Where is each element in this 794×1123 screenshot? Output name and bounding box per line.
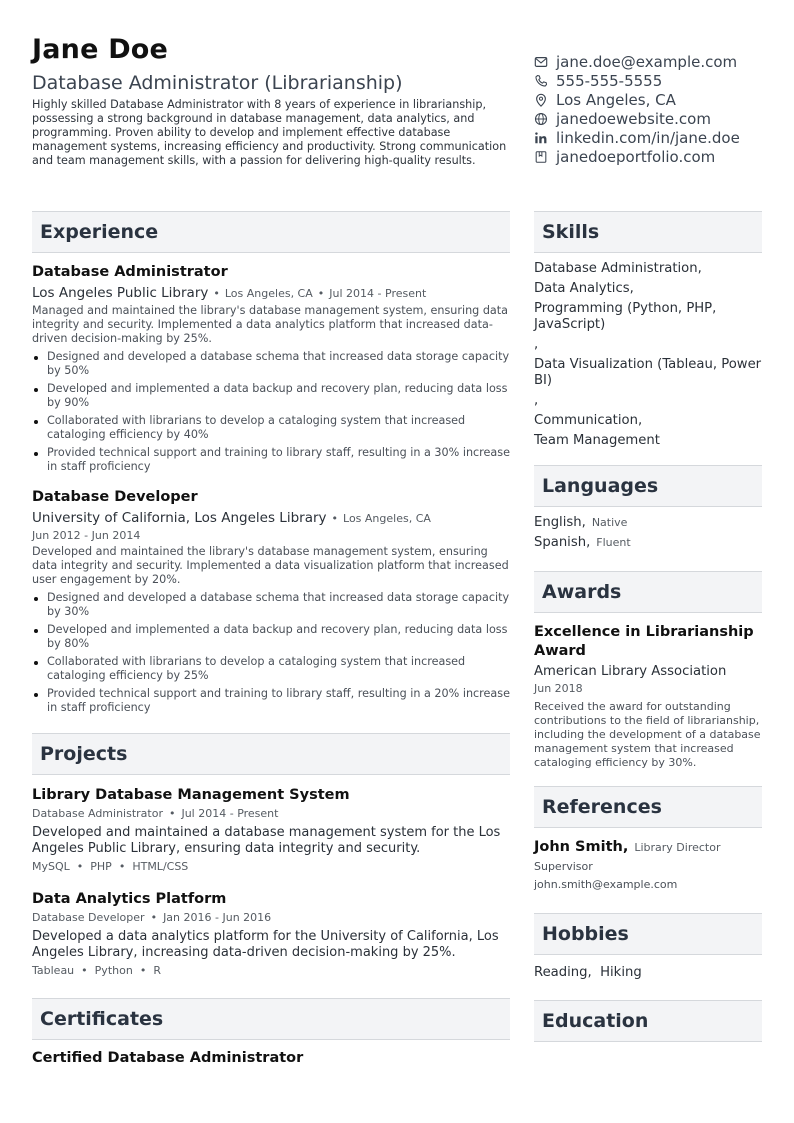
project-dates: Jul 2014 - Present (181, 807, 279, 820)
separator-dot: • (118, 860, 126, 873)
languages-list (534, 515, 762, 551)
job-meta (32, 510, 510, 527)
job-bullet: Provided technical support and training to library staff, resulting in a 30% increase in staff proficiency (32, 446, 510, 474)
hobbies-list: Reading, Hiking (534, 965, 642, 980)
job-dates: Jul 2014 - Present (329, 287, 427, 300)
awards-heading: Awards (534, 571, 762, 613)
job-bullet: Collaborated with librarians to develop a cataloging system that increased cataloging efficiency by 25% (32, 655, 510, 683)
linkedin-icon (534, 131, 548, 145)
contact-email-text: jane.doe@example.com (556, 52, 738, 71)
mail-icon (534, 55, 548, 69)
tech-tag: PHP (90, 860, 112, 873)
summary-text: Highly skilled Database Administrator with 8 years of experience in librarianship, possessing a strong background in database management, data analytics, and programming. Proven ability to develop and implement effective database management systems, increasing efficiency and productivity. Strong communication and team management skills, with a passion for delivering high-quality results. (32, 98, 507, 167)
project-title: Data Analytics Platform (32, 891, 227, 907)
references-heading: References (534, 786, 762, 828)
project-description: Developed a data analytics platform for the University of California, Los Angeles Library, increasing data-driven decision-making by 25%. (32, 929, 499, 960)
project-dates: Jan 2016 - Jun 2016 (163, 911, 272, 924)
job-bullets (32, 350, 510, 474)
contact-linkedin[interactable] (534, 128, 764, 147)
contact-list (534, 52, 764, 166)
education-heading: Education (534, 1000, 762, 1042)
skill-item: , (534, 393, 539, 408)
skill-item: Data Analytics, (534, 281, 634, 296)
job-bullet: Developed and implemented a data backup and recovery plan, reducing data loss by 80% (32, 623, 510, 651)
hobbies-heading: Hobbies (534, 913, 762, 955)
contact-website[interactable] (534, 109, 764, 128)
separator-dot: • (150, 911, 158, 924)
bookmark-icon (534, 150, 548, 164)
skills-list (534, 261, 762, 449)
job-org: Los Angeles Public Library (32, 285, 209, 301)
experience-item (32, 263, 510, 474)
experience-item (32, 488, 510, 715)
contact-portfolio[interactable] (534, 147, 764, 166)
project-meta (32, 807, 510, 821)
tech-tag: R (153, 964, 161, 977)
separator-dot: • (76, 860, 84, 873)
reference-name: John Smith, (534, 839, 629, 855)
job-bullets (32, 591, 510, 715)
job-location: Los Angeles, CA (343, 512, 431, 525)
certificates-heading: Certificates (32, 998, 510, 1040)
skill-item: Programming (Python, PHP, JavaScript) (534, 301, 717, 332)
tech-tag: Tableau (32, 964, 75, 977)
project-tech (32, 964, 510, 978)
contact-location-text: Los Angeles, CA (556, 90, 676, 109)
award-date: Jun 2018 (534, 682, 583, 695)
project-role: Database Administrator (32, 807, 163, 820)
skill-item: Team Management (534, 433, 660, 448)
job-title: Database Developer (32, 489, 198, 505)
certificate-title: Certified Database Administrator (32, 1050, 304, 1066)
project-item (32, 890, 510, 978)
job-bullet: Developed and implemented a data backup and recovery plan, reducing data loss by 90% (32, 382, 510, 410)
reference-item (534, 838, 762, 857)
job-location: Los Angeles, CA (224, 287, 313, 300)
reference-relation: Supervisor (534, 860, 593, 873)
job-org: University of California, Los Angeles Library (32, 510, 327, 526)
job-description: Developed and maintained the library's database management system, ensuring data integrity and security. Implemented a data visualization platform that increased user engagement by 20%. (32, 545, 509, 586)
language-level: Fluent (596, 536, 631, 549)
separator-dot: • (168, 807, 176, 820)
language-name: Spanish, (534, 535, 591, 550)
award-org: American Library Association (534, 664, 727, 679)
contact-portfolio-text: janedoeportfolio.com (556, 147, 716, 166)
tech-tag: Python (94, 964, 133, 977)
contact-email[interactable] (534, 52, 764, 71)
separator-dot: • (317, 287, 325, 300)
job-meta (32, 285, 510, 302)
globe-icon (534, 112, 548, 126)
resume-header (32, 34, 762, 194)
separator-dot: • (213, 287, 220, 300)
tech-tag: HTML/CSS (132, 860, 189, 873)
separator-dot: • (81, 964, 88, 977)
reference-role: Library Director (634, 841, 721, 854)
candidate-title: Database Administrator (Librarianship) (32, 72, 403, 94)
contact-linkedin-text: linkedin.com/in/jane.doe (556, 128, 740, 147)
contact-website-text: janedoewebsite.com (556, 109, 711, 128)
experience-heading: Experience (32, 211, 510, 253)
skill-item: Database Administration, (534, 261, 702, 276)
job-bullet: Designed and developed a database schema that increased data storage capacity by 50% (32, 350, 510, 378)
contact-phone-text: 555-555-5555 (556, 71, 663, 90)
skill-item: Data Visualization (Tableau, Power BI) (534, 357, 762, 388)
candidate-name: Jane Doe (32, 34, 169, 65)
job-bullet: Collaborated with librarians to develop a cataloging system that increased cataloging efficiency by 40% (32, 414, 510, 442)
left-column (32, 211, 510, 1066)
award-description: Received the award for outstanding contributions to the field of librarianship, including the development of a database management system that increased cataloging efficiency by 30%. (534, 700, 761, 769)
project-meta (32, 911, 510, 925)
language-level: Native (591, 516, 628, 529)
phone-icon (534, 74, 548, 88)
project-title: Library Database Management System (32, 787, 350, 803)
contact-phone[interactable] (534, 71, 764, 90)
language-item (534, 515, 762, 531)
separator-dot: • (331, 512, 339, 525)
job-description: Managed and maintained the library's database management system, ensuring data integrity and security. Implemented a data analytics platform that increased data-driven decision-making by 25%. (32, 304, 509, 345)
project-item (32, 786, 510, 874)
map-pin-icon (534, 93, 548, 107)
tech-tag: MySQL (32, 860, 70, 873)
skill-item: , (534, 337, 539, 352)
job-bullet: Designed and developed a database schema that increased data storage capacity by 30% (32, 591, 510, 619)
award-title: Excellence in Librarianship Award (534, 624, 754, 659)
language-name: English, (534, 515, 586, 530)
job-title: Database Administrator (32, 264, 228, 280)
project-role: Database Developer (32, 911, 145, 924)
project-tech (32, 860, 510, 874)
right-column (534, 211, 762, 1042)
skill-item: Communication, (534, 413, 643, 428)
job-bullet: Provided technical support and training to library staff, resulting in a 20% increase in staff proficiency (32, 687, 510, 715)
reference-email[interactable]: john.smith@example.com (534, 878, 678, 891)
job-dates: Jun 2012 - Jun 2014 (32, 529, 141, 542)
skills-heading: Skills (534, 211, 762, 253)
contact-location (534, 90, 764, 109)
project-description: Developed and maintained a database management system for the Los Angeles Public Library, ensuring data integrity and security. (32, 825, 501, 856)
language-item (534, 535, 762, 551)
projects-heading: Projects (32, 733, 510, 775)
separator-dot: • (139, 964, 147, 977)
languages-heading: Languages (534, 465, 762, 507)
